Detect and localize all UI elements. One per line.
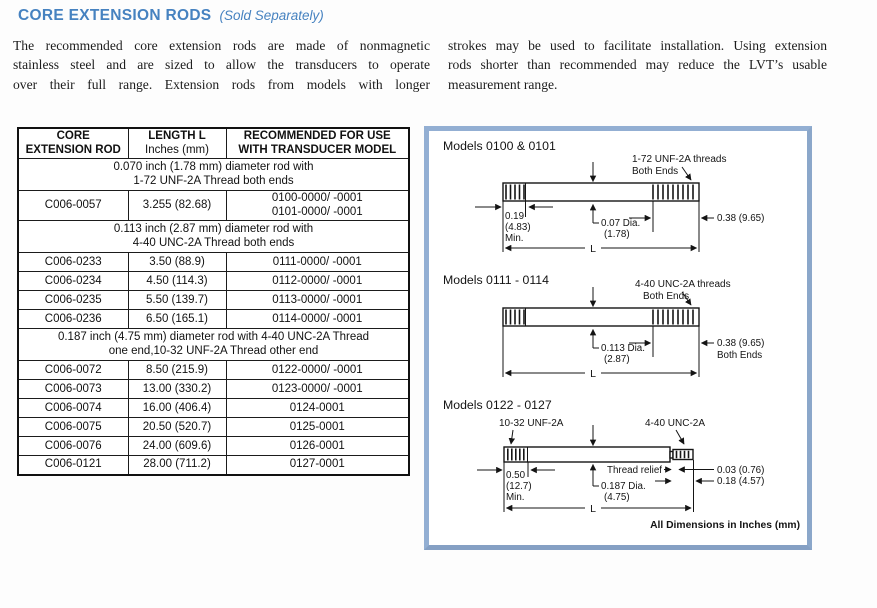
dimensions-footnote: All Dimensions in Inches (mm) bbox=[650, 520, 800, 531]
svg-text:0.18 (4.57): 0.18 (4.57) bbox=[717, 476, 765, 487]
table-header-row bbox=[18, 128, 409, 159]
rod-cell: C006-0236 bbox=[18, 310, 128, 329]
thread-spec-label-right: 4-40 UNC-2A bbox=[645, 418, 706, 429]
diagram-panel bbox=[424, 126, 812, 550]
thread-spec-label-left: 10-32 UNF-2A bbox=[499, 418, 564, 429]
header-line: LENGTH L bbox=[148, 130, 206, 142]
rod-cell: C006-0234 bbox=[18, 272, 128, 291]
svg-text:0.50: 0.50 bbox=[506, 470, 526, 481]
thread-spec-label: 4-40 UNC-2A threads bbox=[635, 279, 731, 290]
table-row bbox=[18, 272, 409, 291]
dim-diameter: 0.113 Dia. bbox=[601, 343, 645, 354]
svg-text:L: L bbox=[590, 368, 596, 380]
rod-body bbox=[504, 447, 670, 462]
intro-text bbox=[13, 36, 827, 94]
models-cell: 0112-0000/ -0001 bbox=[226, 272, 409, 291]
header-recommended-model bbox=[226, 128, 409, 159]
intro-line: measurement range. bbox=[448, 76, 558, 92]
models-cell: 0123-0000/ -0001 bbox=[226, 380, 409, 399]
dim-thread-relief bbox=[607, 465, 764, 476]
models-cell: 0126-0001 bbox=[226, 437, 409, 456]
header-line: EXTENSION ROD bbox=[25, 143, 121, 156]
models-cell: 0125-0001 bbox=[226, 418, 409, 437]
models-cell: 0100-0000/ -0001 0101-0000/ -0001 bbox=[226, 191, 409, 221]
dim-left-thread-length bbox=[475, 201, 553, 252]
table-section-row bbox=[18, 159, 409, 191]
svg-text:Min.: Min. bbox=[505, 233, 524, 244]
diagram-models-0100-0101 bbox=[443, 139, 764, 255]
dim-right-thread-length bbox=[629, 326, 764, 361]
models-cell: 0127-0001 bbox=[226, 456, 409, 475]
rod-body bbox=[503, 183, 699, 201]
dim-diameter-mm: (2.87) bbox=[604, 354, 630, 365]
dim-diameter-mm: (1.78) bbox=[604, 229, 630, 240]
table-section-row bbox=[18, 221, 409, 253]
table-row bbox=[18, 437, 409, 456]
header-line: RECOMMENDED FOR USE bbox=[243, 130, 391, 142]
table-row bbox=[18, 399, 409, 418]
page-subtitle: (Sold Separately) bbox=[219, 8, 324, 23]
length-cell: 20.50 (520.7) bbox=[128, 418, 226, 437]
svg-text:0.19: 0.19 bbox=[505, 211, 525, 222]
svg-text:0.38 (9.65): 0.38 (9.65) bbox=[717, 338, 765, 349]
intro-paragraph-right bbox=[448, 36, 827, 94]
table-row bbox=[18, 191, 409, 221]
rod-cell: C006-0074 bbox=[18, 399, 128, 418]
diagram-title: Models 0111 - 0114 bbox=[443, 273, 549, 287]
section-cell: 0.070 inch (1.78 mm) diameter rod with 1-72 UNF-2A Thread both ends bbox=[18, 159, 409, 191]
svg-text:0.38 (9.65): 0.38 (9.65) bbox=[717, 213, 765, 224]
header-line: Inches (mm) bbox=[145, 143, 209, 156]
rod-cell: C006-0073 bbox=[18, 380, 128, 399]
rod-cell: C006-0233 bbox=[18, 253, 128, 272]
dim-diameter: 0.187 Dia. bbox=[601, 481, 646, 492]
leader-arrow bbox=[676, 430, 684, 444]
rod-diagrams-svg bbox=[429, 131, 807, 545]
dim-overall-length bbox=[507, 484, 694, 515]
dim-diameter: 0.07 Dia. bbox=[601, 218, 641, 229]
header-length bbox=[128, 128, 226, 159]
table-row bbox=[18, 310, 409, 329]
svg-text:(12.7): (12.7) bbox=[506, 481, 532, 492]
length-cell: 4.50 (114.3) bbox=[128, 272, 226, 291]
dim-diameter-mm: (4.75) bbox=[604, 492, 630, 503]
rod-cell: C006-0235 bbox=[18, 291, 128, 310]
length-cell: 16.00 (406.4) bbox=[128, 399, 226, 418]
thread-spec-label: 1-72 UNF-2A threads bbox=[632, 154, 727, 165]
models-cell: 0124-0001 bbox=[226, 399, 409, 418]
diagram-title: Models 0122 - 0127 bbox=[443, 398, 552, 412]
leader-arrow bbox=[511, 430, 513, 444]
length-cell: 28.00 (711.2) bbox=[128, 456, 226, 475]
length-cell: 3.50 (88.9) bbox=[128, 253, 226, 272]
models-cell: 0111-0000/ -0001 bbox=[226, 253, 409, 272]
svg-text:Both Ends: Both Ends bbox=[717, 350, 763, 361]
page-title: CORE EXTENSION RODS bbox=[18, 7, 212, 24]
thread-spec-label: Both Ends bbox=[643, 291, 690, 302]
section-cell: 0.113 inch (2.87 mm) diameter rod with 4-40 UNC-2A Thread both ends bbox=[18, 221, 409, 253]
header-line: WITH TRANSDUCER MODEL bbox=[238, 143, 397, 156]
intro-line: rods shorter than recommended may reduce the LVT’s usable bbox=[448, 57, 827, 73]
table-row bbox=[18, 361, 409, 380]
svg-text:0.03 (0.76): 0.03 (0.76) bbox=[717, 465, 765, 476]
rod-cell: C006-0075 bbox=[18, 418, 128, 437]
length-cell: 13.00 (330.2) bbox=[128, 380, 226, 399]
dim-left-thread-length bbox=[477, 462, 555, 512]
leader-arrow bbox=[682, 167, 691, 180]
section-header bbox=[18, 7, 324, 25]
table-section-row bbox=[18, 329, 409, 361]
svg-text:L: L bbox=[590, 503, 596, 515]
header-line: CORE bbox=[56, 130, 90, 142]
intro-paragraph-left bbox=[13, 36, 430, 94]
rod-body bbox=[503, 308, 699, 326]
length-cell: 5.50 (139.7) bbox=[128, 291, 226, 310]
intro-line: The recommended core extension rods are made of nonmagnetic bbox=[13, 38, 430, 53]
models-cell: 0114-0000/ -0001 bbox=[226, 310, 409, 329]
table-row bbox=[18, 380, 409, 399]
table-row bbox=[18, 253, 409, 272]
thread-spec-label: Both Ends bbox=[632, 166, 679, 177]
svg-text:Thread relief: Thread relief bbox=[607, 465, 662, 476]
length-cell: 3.255 (82.68) bbox=[128, 191, 226, 221]
diagram-models-0122-0127 bbox=[443, 398, 800, 531]
rod-cell: C006-0121 bbox=[18, 456, 128, 475]
length-cell: 6.50 (165.1) bbox=[128, 310, 226, 329]
models-cell: 0122-0000/ -0001 bbox=[226, 361, 409, 380]
table-row bbox=[18, 456, 409, 475]
intro-line: strokes may be used to facilitate installation. Using extension bbox=[448, 38, 827, 53]
svg-text:Min.: Min. bbox=[506, 492, 525, 503]
rod-cell: C006-0057 bbox=[18, 191, 128, 221]
rod-table bbox=[17, 127, 410, 476]
svg-text:(4.83): (4.83) bbox=[505, 222, 531, 233]
intro-line: over their full range. Extension rods from models with longer bbox=[13, 76, 430, 92]
length-cell: 8.50 (215.9) bbox=[128, 361, 226, 380]
rod-table-body bbox=[18, 159, 409, 475]
diagram-models-0111-0114 bbox=[443, 273, 764, 380]
intro-line: stainless steel and are sized to allow the transducers to operate bbox=[13, 57, 430, 73]
header-core-extension-rod bbox=[18, 128, 128, 159]
svg-text:L: L bbox=[590, 243, 596, 255]
models-cell: 0113-0000/ -0001 bbox=[226, 291, 409, 310]
section-cell: 0.187 inch (4.75 mm) diameter rod with 4-40 UNC-2A Thread one end,10-32 UNF-2A Thread other end bbox=[18, 329, 409, 361]
rod-cell: C006-0072 bbox=[18, 361, 128, 380]
table-row bbox=[18, 418, 409, 437]
table-row bbox=[18, 291, 409, 310]
length-cell: 24.00 (609.6) bbox=[128, 437, 226, 456]
rod-cell: C006-0076 bbox=[18, 437, 128, 456]
diagram-title: Models 0100 & 0101 bbox=[443, 139, 556, 153]
dim-right-thread-length bbox=[629, 201, 764, 232]
